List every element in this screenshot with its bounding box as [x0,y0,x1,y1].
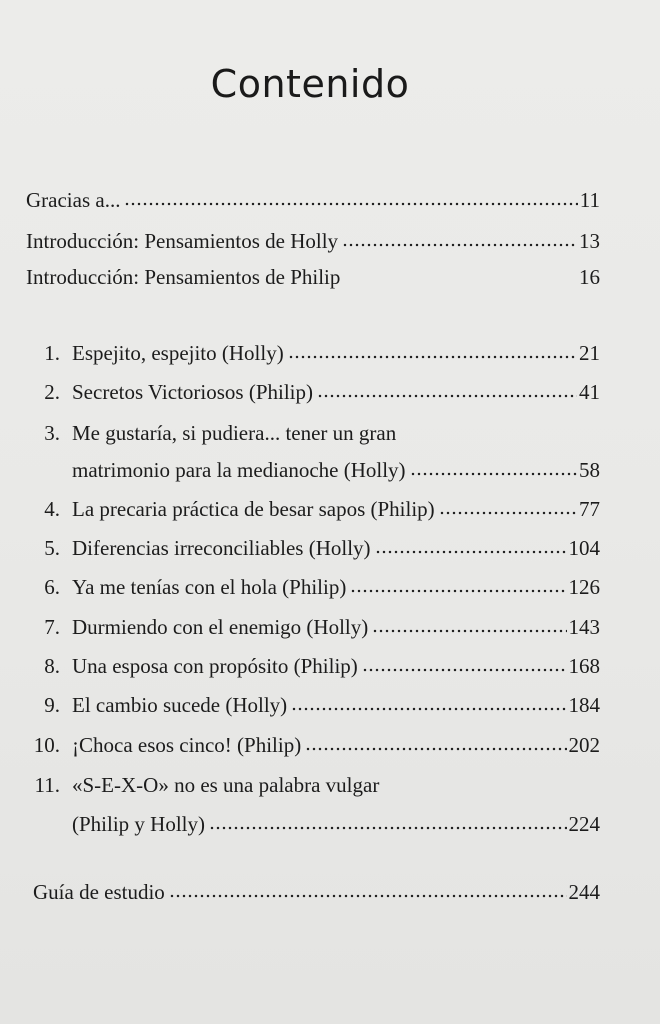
toc-entry-intro-holly [26,228,600,254]
toc-entry-gracias [26,187,600,213]
chapter-number: 5. [44,536,60,560]
chapter-page: 77 [579,497,600,521]
toc-chapter-8 [14,653,600,679]
toc-chapter-3 [72,457,600,483]
chapter-page: 202 [568,733,600,757]
chapter-page: 58 [579,458,600,482]
dot-leader [169,893,567,899]
toc-chapter-5 [14,535,600,561]
toc-chapter-2 [14,379,600,405]
chapter-page: 168 [568,654,600,678]
chapter-title: Una esposa con propósito (Philip) [72,654,358,678]
entry-page: 16 [579,265,600,289]
page-title: Contenido [210,62,410,106]
dot-leader [342,242,577,248]
dot-leader [288,354,577,360]
chapter-page: 143 [568,615,600,639]
chapter-title-line1: Me gustaría, si pudiera... tener un gran [72,421,397,445]
chapter-number: 3. [44,421,60,445]
chapter-title: Secretos Victoriosos (Philip) [72,380,313,404]
chapter-title: (Philip y Holly) [72,812,206,836]
chapter-number: 7. [44,615,60,639]
toc-chapter-6 [14,574,600,600]
chapter-number: 4. [44,497,60,521]
chapter-number: 2. [44,380,60,404]
dot-leader [350,588,566,594]
entry-page: 13 [579,229,600,253]
chapter-title: matrimonio para la medianoche (Holly) [72,458,406,482]
chapter-title-line1: «S-E-X-O» no es una palabra vulgar [72,773,380,797]
toc-chapter-4 [14,496,600,522]
chapter-page: 126 [568,575,600,599]
toc-entry-intro-philip [26,264,600,290]
chapter-title: El cambio sucede (Holly) [72,693,288,717]
dot-leader [372,628,566,634]
chapter-title: Diferencias irreconciliables (Holly) [72,536,371,560]
chapter-number: 8. [44,654,60,678]
chapter-page: 104 [568,536,600,560]
dot-leader [317,393,577,399]
chapter-number: 9. [44,693,60,717]
chapter-number: 11. [34,773,60,797]
toc-chapter-3-line1 [14,420,600,446]
chapter-number: 10. [33,733,60,757]
dot-leader [439,510,577,516]
chapter-number: 1. [44,341,60,365]
dot-leader [362,667,567,673]
toc-chapter-1 [14,340,600,366]
dot-leader [124,201,577,207]
dot-leader [410,471,577,477]
toc-chapter-11-line1 [14,772,600,798]
chapter-title: Espejito, espejito (Holly) [72,341,284,365]
chapter-title: Ya me tenías con el hola (Philip) [72,575,347,599]
chapter-page: 21 [579,341,600,365]
entry-page: 244 [568,880,600,904]
toc-chapter-7 [14,614,600,640]
dot-leader [209,825,566,831]
chapter-title: ¡Choca esos cinco! (Philip) [72,733,302,757]
dot-leader [375,549,567,555]
entry-page: 11 [579,188,600,212]
chapter-page: 224 [568,812,600,836]
chapter-title: Durmiendo con el enemigo (Holly) [72,615,369,639]
entry-text: Guía de estudio [33,880,165,904]
entry-text: Gracias a... [26,188,121,212]
entry-text: Introducción: Pensamientos de Holly [26,229,339,253]
toc-chapter-11 [72,811,600,837]
dot-leader [305,746,566,752]
dot-leader [291,706,566,712]
entry-text: Introducción: Pensamientos de Philip [26,265,341,289]
chapter-page: 184 [568,693,600,717]
toc-chapter-10 [14,732,600,758]
chapter-number: 6. [44,575,60,599]
chapter-page: 41 [579,380,600,404]
toc-chapter-9 [14,692,600,718]
chapter-title: La precaria práctica de besar sapos (Philip) [72,497,435,521]
toc-entry-study-guide [33,879,600,905]
